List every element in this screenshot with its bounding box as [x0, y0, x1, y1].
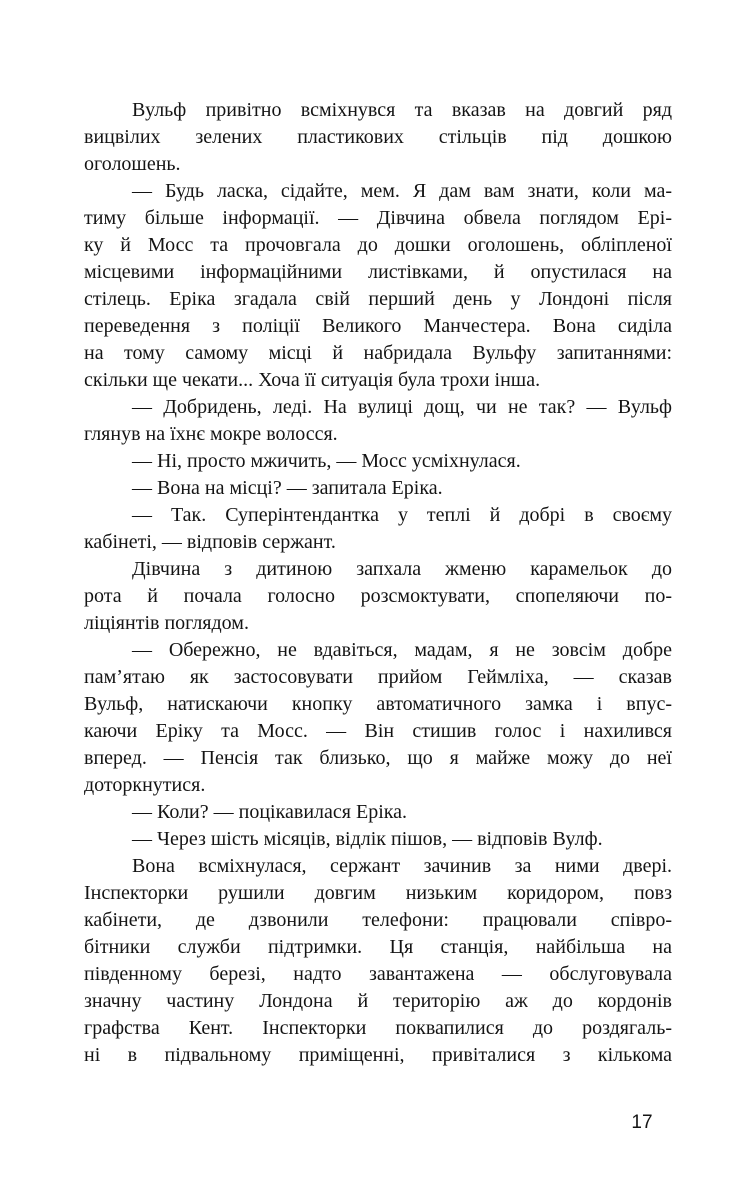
- text-line: Дівчина з дитиною запхала жменю карамельок до: [132, 558, 672, 580]
- paragraph: [84, 637, 672, 799]
- paragraph: [84, 826, 672, 853]
- text-line: Інспекторки рушили довгим низьким коридором, повз: [84, 882, 672, 904]
- text-line: — Будь ласка, сідайте, мем. Я дам вам знати, коли ма-: [132, 180, 672, 202]
- text-line: стілець. Еріка згадала свій перший день у Лондоні після: [84, 288, 672, 310]
- text-line: — Ні, просто мжичить, — Мосс усміхнулася.: [132, 450, 521, 472]
- text-line: вперед. — Пенсія так близько, що я майже можу до неї: [84, 747, 672, 769]
- text-line: — Добридень, леді. На вулиці дощ, чи не так? — Вульф: [132, 396, 672, 418]
- text-line: скільки ще чекати... Хоча її ситуація була трохи інша.: [84, 369, 541, 391]
- text-line: тиму більше інформації. — Дівчина обвела поглядом Ері-: [84, 207, 672, 229]
- text-line: — Через шість місяців, відлік пішов, — відповів Вулф.: [132, 828, 603, 850]
- paragraph: [84, 799, 672, 826]
- text-line: глянув на їхнє мокре волосся.: [84, 423, 338, 445]
- page-number: 17: [631, 1112, 653, 1133]
- paragraph: [84, 853, 672, 1069]
- paragraph: [84, 97, 672, 178]
- text-line: оголошень.: [84, 153, 181, 175]
- paragraph: [84, 475, 672, 502]
- text-line: Вульф привітно всміхнувся та вказав на довгий ряд: [132, 99, 672, 121]
- text-line: значну частину Лондона й територію аж до кордонів: [84, 990, 672, 1012]
- text-line: — Так. Суперінтендантка у теплі й добрі в своєму: [132, 504, 672, 526]
- paragraph: [84, 556, 672, 637]
- text-line: — Обережно, не вдавіться, мадам, я не зовсім добре: [132, 639, 672, 661]
- text-line: на тому самому місці й набридала Вульфу запитаннями:: [84, 342, 672, 364]
- text-line: ні в підвальному приміщенні, привіталися з кількома: [84, 1044, 672, 1066]
- text-line: Вульф, натискаючи кнопку автоматичного замка і впус-: [84, 693, 672, 715]
- text-line: бітники служби підтримки. Ця станція, найбільша на: [84, 936, 672, 958]
- paragraph: [84, 502, 672, 556]
- text-line: пам’ятаю як застосовувати прийом Геймліха, — сказав: [84, 666, 672, 688]
- text-line: — Коли? — поцікавилася Еріка.: [132, 801, 408, 823]
- text-line: ку й Мосс та прочовгала до дошки оголошень, обліпленої: [84, 234, 672, 256]
- text-line: ліціянтів поглядом.: [84, 612, 249, 634]
- page-body: [84, 97, 672, 1069]
- text-line: рота й почала голосно розсмоктувати, спопеляючи по-: [84, 585, 672, 607]
- text-line: місцевими інформаційними листівками, й опустилася на: [84, 261, 672, 283]
- text-line: південному березі, надто завантажена — обслуговувала: [84, 963, 672, 985]
- text-line: графства Кент. Інспекторки поквапилися до роздягаль-: [84, 1017, 672, 1039]
- paragraph: [84, 394, 672, 448]
- paragraph: [84, 448, 672, 475]
- text-line: переведення з поліції Великого Манчестера. Вона сиділа: [84, 315, 672, 337]
- text-line: каючи Еріку та Мосс. — Він стишив голос і нахилився: [84, 720, 672, 742]
- text-line: — Вона на місці? — запитала Еріка.: [132, 477, 443, 499]
- paragraph: [84, 178, 672, 394]
- text-line: вицвілих зелених пластикових стільців під дошкою: [84, 126, 672, 148]
- text-line: Вона всміхнулася, сержант зачинив за ними двері.: [132, 855, 672, 877]
- text-line: кабінеті, — відповів сержант.: [84, 531, 336, 553]
- text-line: доторкнутися.: [84, 774, 206, 796]
- text-line: кабінети, де дзвонили телефони: працювали співро-: [84, 909, 672, 931]
